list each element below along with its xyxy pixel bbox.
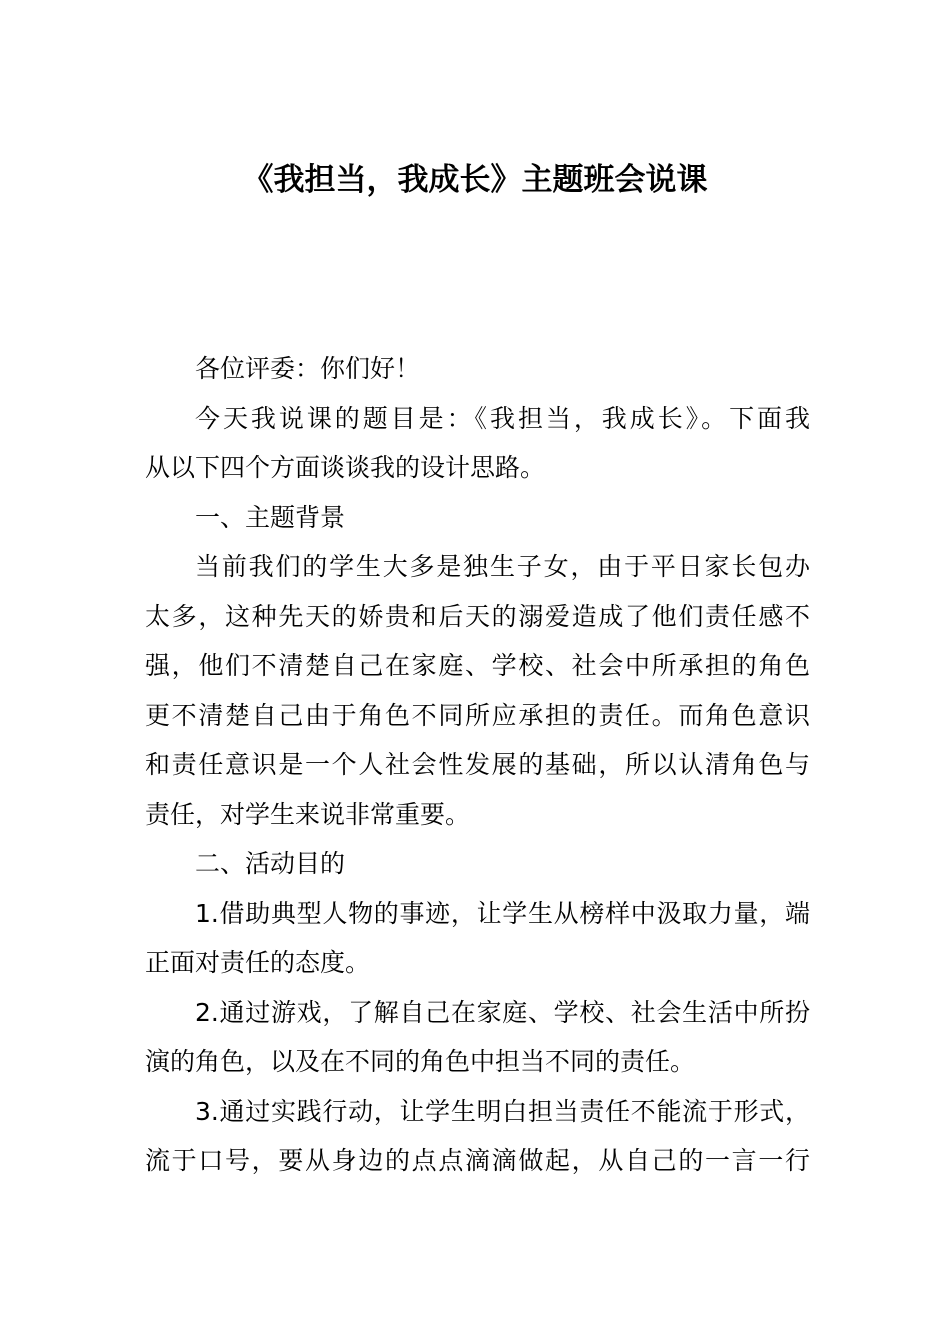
paragraph-line: 正面对责任的态度。 xyxy=(145,948,371,977)
paragraph xyxy=(145,1087,810,1186)
paragraph-line: 从以下四个方面谈谈我的设计思路。 xyxy=(145,453,546,482)
paragraph xyxy=(145,394,810,493)
paragraph-line: 2.通过游戏，了解自己在家庭、学校、社会生活中所扮 xyxy=(195,997,810,1027)
paragraph xyxy=(145,542,810,839)
paragraph-line: 各位评委：你们好！ xyxy=(195,354,421,383)
paragraph xyxy=(145,493,810,543)
paragraph-line: 今天我说课的题目是：《我担当，我成长》。下面我 xyxy=(195,403,810,433)
paragraph-line: 3.通过实践行动，让学生明白担当责任不能流于形式， xyxy=(195,1096,810,1126)
paragraph-line: 太多，这种先天的娇贵和后天的溺爱造成了他们责任感不 xyxy=(145,601,810,631)
paragraph-line: 演的角色，以及在不同的角色中担当不同的责任。 xyxy=(145,1047,696,1076)
paragraph-line: 更不清楚自己由于角色不同所应承担的责任。而角色意识 xyxy=(145,700,810,730)
paragraph xyxy=(145,344,810,394)
paragraph-line: 流于口号，要从身边的点点滴滴做起，从自己的一言一行 xyxy=(145,1146,810,1175)
paragraph xyxy=(145,889,810,988)
document-title: 《我担当，我成长》主题班会说课 xyxy=(242,162,708,198)
document-body xyxy=(145,344,810,1186)
paragraph-line: 责任，对学生来说非常重要。 xyxy=(145,799,471,829)
paragraph-line: 和责任意识是一个人社会性发展的基础，所以认清角色与 xyxy=(145,750,810,779)
paragraph-line: 一、主题背景 xyxy=(195,502,346,532)
paragraph-line: 1.借助典型人物的事迹，让学生从榜样中汲取力量，端 xyxy=(195,898,810,928)
paragraph xyxy=(145,839,810,889)
paragraph-line: 当前我们的学生大多是独生子女，由于平日家长包办 xyxy=(195,552,810,581)
paragraph-line: 强，他们不清楚自己在家庭、学校、社会中所承担的角色 xyxy=(145,651,810,680)
paragraph-line: 二、活动目的 xyxy=(195,849,346,878)
paragraph xyxy=(145,988,810,1087)
